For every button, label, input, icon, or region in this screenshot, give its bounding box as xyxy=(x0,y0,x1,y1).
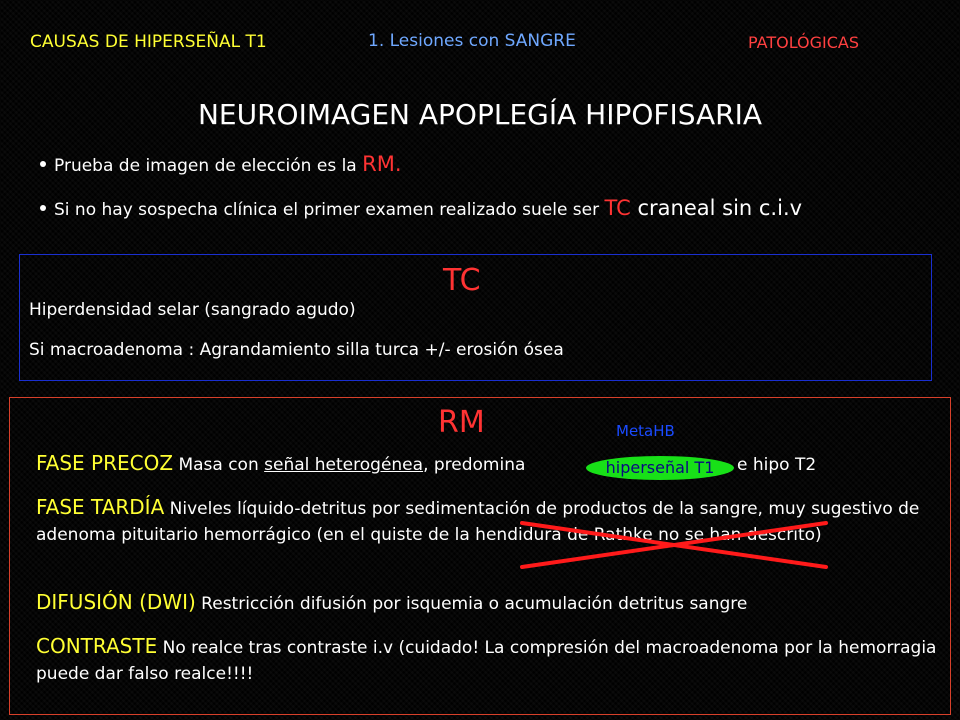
bullet-2-text: Si no hay sospecha clínica el primer examen realizado suele ser xyxy=(54,200,605,220)
bullet-1-highlight: RM. xyxy=(362,152,402,176)
bullet-dot-icon xyxy=(40,205,46,211)
tc-line-1: Hiperdensidad selar (sangrado agudo) xyxy=(29,300,356,320)
fase-precoz-label: FASE PRECOZ xyxy=(36,451,174,475)
bullet-2-highlight: TC xyxy=(604,196,631,220)
fase-precoz-post: e hipo T2 xyxy=(737,455,817,475)
tc-line-2: Si macroadenoma : Agrandamiento silla turca +/- erosión ósea xyxy=(29,340,564,360)
difusion-paragraph xyxy=(36,589,946,617)
contraste-text: No realce tras contraste i.v (cuidado! La compresión del macroadenoma por la hemorragia puede dar falso realce!!!! xyxy=(36,638,937,684)
tc-section-title: TC xyxy=(443,263,481,298)
header-center-label: 1. Lesiones con SANGRE xyxy=(368,31,576,51)
bullet-2-rest: craneal sin c.i.v xyxy=(630,196,803,220)
bullet-dot-icon xyxy=(40,161,46,167)
header-right-label: PATOLÓGICAS xyxy=(748,33,860,52)
header-left-label: CAUSAS DE HIPERSEÑAL T1 xyxy=(30,32,267,52)
strike-through-cross-icon xyxy=(518,519,830,571)
bullet-2 xyxy=(40,196,802,220)
fase-tardia-text: Niveles líquido-detritus por sedimentación de productos de la sangre, muy sugestivo de adenoma pituitario hemorrágico (en el quiste de la hendidura de Rathke no se han descrito) xyxy=(36,499,920,545)
bullet-1-text: Prueba de imagen de elección es la xyxy=(54,156,363,176)
fase-precoz-pre: Masa con xyxy=(173,455,265,475)
fase-precoz-mid: , predomina xyxy=(423,455,526,475)
metahb-annotation: MetaHB xyxy=(616,422,675,440)
hipersenal-t1-ellipse: hiperseñal T1 xyxy=(586,456,734,480)
fase-precoz-row xyxy=(36,451,525,475)
slide-title: NEUROIMAGEN APOPLEGÍA HIPOFISARIA xyxy=(197,98,763,131)
difusion-text: Restricción difusión por isquemia o acumulación detritus sangre xyxy=(195,594,748,614)
contraste-paragraph xyxy=(36,633,946,687)
bullet-1 xyxy=(40,152,402,176)
fase-precoz-underlined: señal heterogénea xyxy=(264,455,424,475)
rm-section-title: RM xyxy=(438,405,485,440)
fase-tardia-label: FASE TARDÍA xyxy=(36,495,165,519)
contraste-label: CONTRASTE xyxy=(36,634,158,658)
difusion-label: DIFUSIÓN (DWI) xyxy=(36,590,196,614)
